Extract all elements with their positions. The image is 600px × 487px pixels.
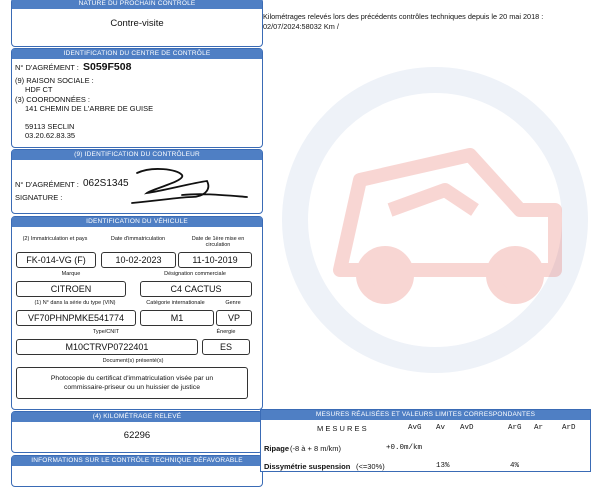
genre-value: VP [216, 310, 252, 326]
controller-agrement-value: 062S1345 [83, 178, 129, 189]
immat-label: (2) Immatriculation et pays [22, 236, 88, 242]
dissym-limit: (<=30%) [356, 462, 385, 471]
mileage-header: (4) KILOMÉTRAGE RELEVÉ [12, 412, 262, 422]
info-panel [11, 455, 263, 487]
history-line1: Kilométrages relevés lors des précédents contrôles techniques depuis le 20 mai 2018 : [263, 12, 544, 21]
controller-panel [11, 149, 263, 214]
energie-value: ES [202, 339, 250, 355]
designation-value: C4 CACTUS [140, 281, 252, 297]
vehicle-header: IDENTIFICATION DU VÉHICULE [12, 217, 262, 227]
measures-header: MESURES RÉALISÉES ET VALEURS LIMITES CORRESPONDANTES [261, 410, 590, 420]
col-avd: AvD [460, 424, 474, 432]
center-header: IDENTIFICATION DU CENTRE DE CONTRÔLE [12, 49, 262, 59]
center-agrement-label: N° D'AGRÉMENT : [15, 63, 79, 72]
immat-value: FK-014-VG (F) [16, 252, 96, 268]
next-visit-value: Contre-visite [110, 18, 164, 29]
controller-header: (9) IDENTIFICATION DU CONTRÔLEUR [12, 150, 262, 160]
cat-label: Catégorie internationale [146, 300, 205, 306]
ripage-limit: (-8 à + 8 m/km) [290, 444, 342, 453]
col-ar: Ar [534, 424, 544, 432]
dissym-ar: 4% [510, 462, 520, 470]
history-line2: 02/07/2024:58032 Km / [263, 22, 339, 31]
docs-box [16, 367, 248, 399]
cat-value: M1 [140, 310, 214, 326]
controller-signature-label: SIGNATURE : [15, 193, 63, 202]
vin-value: VF70PHNPMKE541774 [16, 310, 136, 326]
info-header: INFORMATIONS SUR LE CONTRÔLE TECHNIQUE DÉFAVORABLE [12, 456, 262, 466]
marque-value: CITROEN [16, 281, 126, 297]
center-address2: 59113 SECLIN [25, 122, 75, 131]
vehicle-panel [11, 216, 263, 410]
designation-label: Désignation commerciale [164, 271, 226, 277]
center-raison-value: HDF CT [25, 85, 53, 94]
col-avg: AvG [408, 424, 422, 432]
docs-line1: Photocopie du certificat d'immatriculation visée par un [50, 375, 214, 382]
ripage-label: Ripage [264, 444, 290, 453]
energie-label: Énergie [216, 329, 236, 335]
col-av: Av [436, 424, 446, 432]
dissym-av: 13% [436, 462, 450, 470]
genre-label: Genre [225, 300, 241, 306]
controller-agrement-label: N° D'AGRÉMENT : [15, 180, 79, 189]
docs-line2: commissaire-priseur ou un huissier de justice [64, 384, 200, 391]
docs-label: Document(s) présenté(s) [102, 358, 164, 364]
next-visit-panel [11, 0, 263, 47]
center-address1: 141 CHEMIN DE L'ARBRE DE GUISE [25, 104, 154, 113]
date-immat-value: 10-02-2023 [101, 252, 176, 268]
center-panel [11, 48, 263, 148]
mileage-value: 62296 [123, 430, 151, 441]
marque-label: Marque [61, 271, 81, 277]
next-visit-header: NATURE DU PROCHAIN CONTRÔLE [12, 0, 262, 9]
center-coord-label: (3) COORDONNÉES : [15, 95, 91, 104]
history-text [263, 12, 597, 32]
col-ard: ArD [562, 424, 576, 432]
signature-scribble [122, 161, 252, 211]
type-value: M10CTRVP0722401 [16, 339, 198, 355]
type-label: Type/CNIT [92, 329, 120, 335]
date-circ-value: 11-10-2019 [178, 252, 252, 268]
col-arg: ArG [508, 424, 522, 432]
watermark-logo [270, 60, 600, 400]
dissym-label: Dissymétrie suspension [264, 462, 351, 471]
center-agrement-value: S059F508 [83, 61, 132, 73]
ripage-value: +0.0m/km [386, 444, 423, 452]
center-raison-label: (9) RAISON SOCIALE : [15, 76, 94, 85]
date-immat-label: Date d'immatriculation [110, 236, 166, 242]
measures-title: M E S U R E S [317, 424, 367, 433]
vin-label: (1) N° dans la série du type (VIN) [34, 300, 116, 306]
date-circ-label: Date de 1ère mise en circulation [191, 236, 245, 248]
center-phone: 03.20.62.83.35 [25, 131, 76, 140]
measures-panel [260, 409, 591, 472]
mileage-panel [11, 411, 263, 453]
